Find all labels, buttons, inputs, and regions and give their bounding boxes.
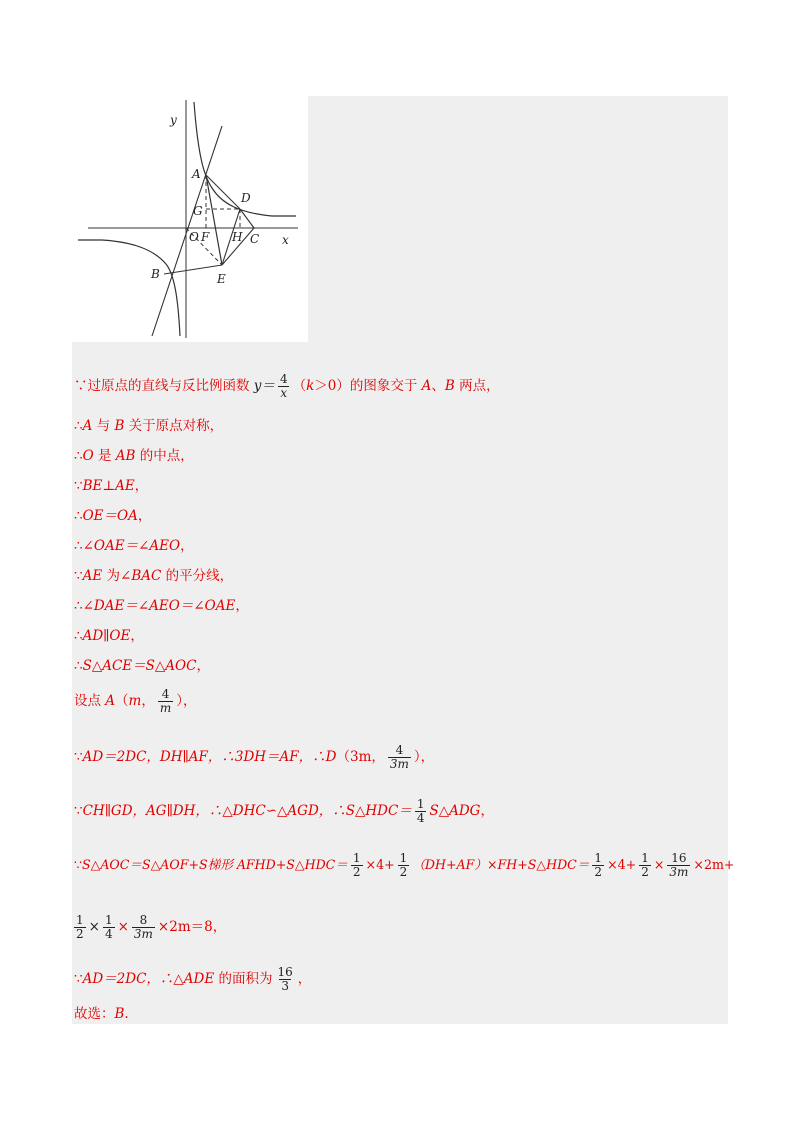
solution-line-4: ∵BE⊥AE，	[74, 478, 149, 494]
label-F: F	[201, 230, 210, 244]
solution-line-14: ∵S△AOC＝S△AOF+S梯形 AFHD+S△HDC＝ $\frac{1}{2}$ ×4+ $\frac{1}{2}$ （DH+AF）×FH+S△HDC＝ $\frac{1}{2}$ ×4+ $\frac{1}{2}$ × $\frac{16}{3m}$ ×2m+	[74, 851, 735, 879]
label-C: C	[250, 232, 260, 246]
solution-line-3: ∴O 是 AB 的中点，	[74, 448, 194, 464]
label-G: G	[193, 204, 203, 218]
solution-line-15: $\frac{1}{2}$ × $\frac{1}{4}$ × $\frac{8}{3m}$ ×2m＝8，	[76, 913, 227, 941]
solution-line-8: ∴∠DAE＝∠AEO＝∠OAE，	[74, 598, 249, 614]
segment-BE	[164, 265, 222, 274]
fraction-4-over-x: $\frac{4}{x}$	[279, 372, 288, 400]
solution-line-6: ∴∠OAE＝∠AEO，	[74, 538, 194, 554]
fraction-16-over-3: $\frac{16}{3}$	[277, 965, 293, 993]
solution-line-16: ∵AD＝2DC，∴△ADE 的面积为 $\frac{16}{3}$ ，	[74, 965, 312, 993]
geometry-figure	[72, 96, 308, 342]
solution-line-2: ∴A 与 B 关于原点对称，	[74, 418, 224, 434]
solution-line-9: ∴AD∥OE，	[74, 628, 144, 644]
label-E: E	[217, 272, 226, 286]
solution-line-11: 设点 A（m， $\frac{4}{m}$ ），	[74, 687, 197, 715]
line-AB	[152, 126, 222, 336]
solution-line-5: ∴OE＝OA，	[74, 508, 152, 524]
hyperbola-branch-2	[78, 240, 180, 336]
fraction-4-over-3m: $\frac{4}{3m}$	[389, 743, 409, 771]
solution-line-12: ∵AD＝2DC，DH∥AF，∴3DH＝AF，∴D（3m， $\frac{4}{3m}$ ），	[74, 743, 435, 771]
label-A: A	[192, 167, 201, 181]
label-B: B	[151, 267, 160, 281]
label-x: x	[282, 233, 289, 247]
solution-line-13: ∵CH∥GD，AG∥DH，∴△DHC∽△AGD，∴S△HDC＝ $\frac{1}{4}$ S△ADG，	[74, 797, 494, 825]
figure-svg	[72, 96, 308, 342]
label-H: H	[232, 230, 243, 244]
label-O: O	[189, 230, 199, 244]
solution-line-7: ∵AE 为∠BAC 的平分线，	[74, 568, 234, 584]
fraction-4-over-m: $\frac{4}{m}$	[159, 687, 172, 715]
solution-line-10: ∴S△ACE＝S△AOC，	[74, 658, 210, 674]
label-D: D	[241, 191, 251, 205]
solution-line-17: 故选：B.	[74, 1006, 129, 1022]
fraction-1-over-4: $\frac{1}{4}$	[416, 797, 425, 825]
solution-line-1: ∵过原点的直线与反比例函数 y＝ $\frac{4}{x}$ （k＞0）的图象交于 A、B 两点，	[74, 372, 500, 400]
label-y: y	[170, 113, 177, 127]
